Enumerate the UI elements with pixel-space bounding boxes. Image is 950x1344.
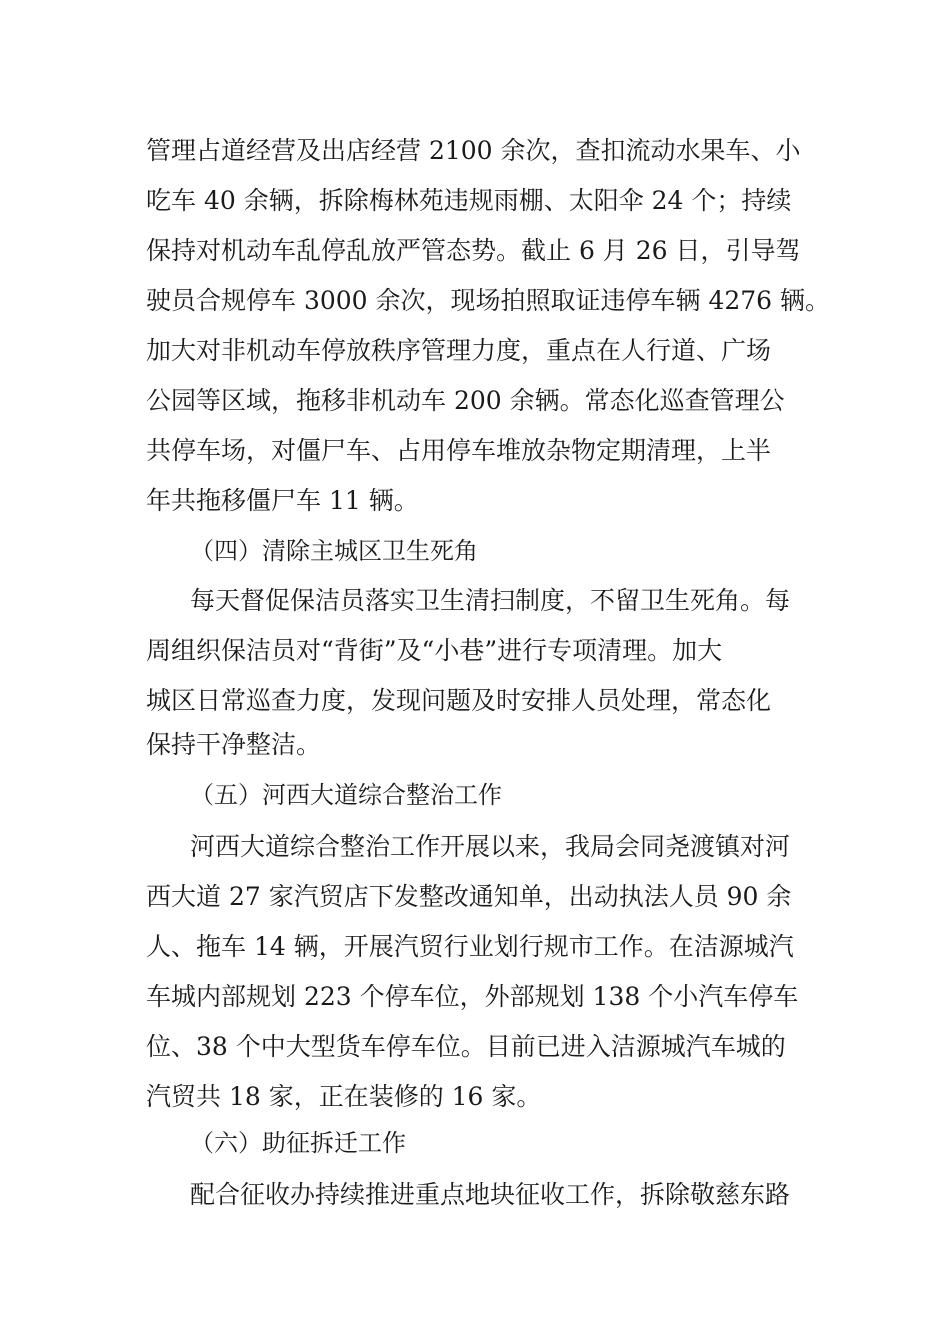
paragraph-first-line: 配合征收办持续推进重点地块征收工作，拆除敬慈东路 (190, 1180, 791, 1209)
body-text-line: 周组织保洁员对“背街”及“小巷”进行专项清理。加大 (146, 636, 723, 665)
body-text-line: 车城内部规划 223 个停车位，外部规划 138 个小汽车停车 (146, 982, 799, 1011)
paragraph-first-line: 河西大道综合整治工作开展以来，我局会同尧渡镇对河 (190, 832, 791, 861)
body-text-line: 公园等区域，拖移非机动车 200 余辆。常态化巡查管理公 (146, 386, 785, 415)
body-text-line: 管理占道经营及出店经营 2100 余次，查扣流动水果车、小 (146, 136, 801, 165)
section-heading: （六）助征拆迁工作 (190, 1129, 406, 1157)
body-text-line: 吃车 40 余辆，拆除梅林苑违规雨棚、太阳伞 24 个；持续 (146, 186, 792, 215)
section-heading: （四）清除主城区卫生死角 (190, 537, 478, 565)
section-heading: （五）河西大道综合整治工作 (190, 781, 502, 809)
body-text-line: 保持干净整洁。 (146, 730, 322, 759)
body-text-line: 城区日常巡查力度，发现问题及时安排人员处理，常态化 (146, 686, 772, 715)
body-text-line: 加大对非机动车停放秩序管理力度，重点在人行道、广场 (146, 336, 772, 365)
body-text-line: 共停车场，对僵尸车、占用停车堆放杂物定期清理，上半 (146, 436, 772, 465)
paragraph-first-line: 每天督促保洁员落实卫生清扫制度，不留卫生死角。每 (190, 586, 791, 615)
body-text-line: 人、拖车 14 辆，开展汽贸行业划行规市工作。在洁源城汽 (146, 932, 794, 961)
body-text-line: 保持对机动车乱停乱放严管态势。截止 6 月 26 日，引导驾 (146, 236, 801, 265)
body-text-line: 西大道 27 家汽贸店下发整改通知单，出动执法人员 90 余 (146, 882, 792, 911)
body-text-line: 年共拖移僵尸车 11 辆。 (146, 486, 419, 515)
body-text-line: 位、38 个中大型货车停车位。目前已进入洁源城汽车城的 (146, 1032, 786, 1061)
body-text-line: 驶员合规停车 3000 余次，现场拍照取证违停车辆 4276 辆。 (146, 286, 831, 315)
body-text-line: 汽贸共 18 家，正在装修的 16 家。 (146, 1082, 542, 1111)
